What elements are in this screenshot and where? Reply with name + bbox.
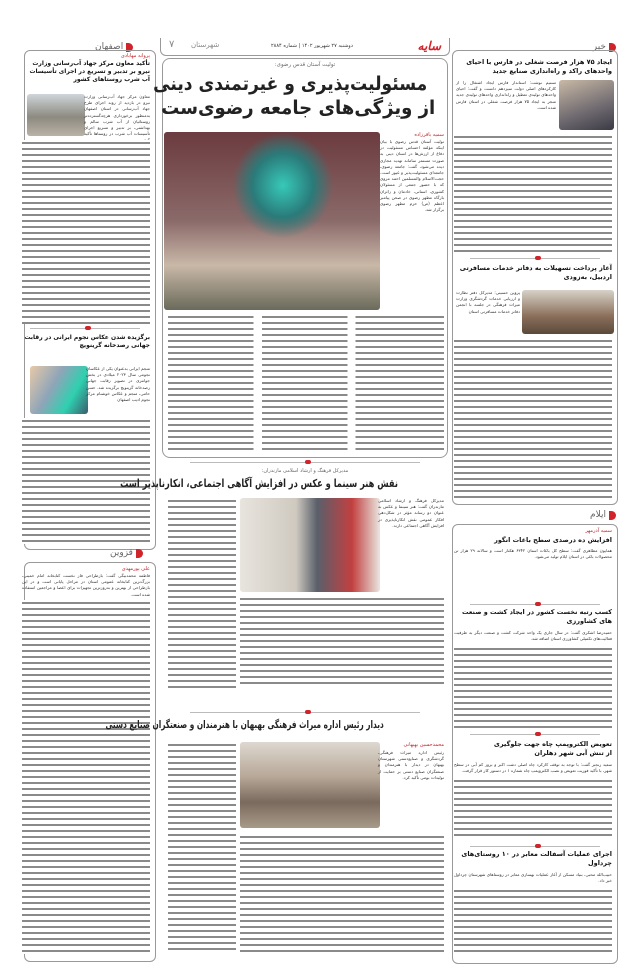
headline-behbahan[interactable]: دیدار رئیس اداره میراث فرهنگی بهبهان با هنرمندان و صنعتگران صنایع دستی [105,719,384,731]
byline: علی پورمهدی [121,566,150,572]
divider [470,604,600,605]
headline-ardabil[interactable]: آغاز پرداخت تسهیلات به دفاتر خدمات مسافرتی اردبیل، به‌زودی [459,264,612,281]
article-lead: تولیت آستان قدس رضوی با بیان اینکه مؤلفه احساس مسئولیت در دفاع از ارزش‌ها در انسان دینی به صورت مستمر سامانه تهدید مجازی دیده می‌شود، گفت: جامعه رضوی، جامعه‌ای مسئولیت‌پذیر و غیور است. حجت‌الاسلام والمسلمین احمد مروی که با حضور جمعی از مسئولان کشوری، استانی، خادمان و زائران بارگاه مطهر رضوی در صحن پیامبر اعظم (ص) حرم مطهر رضوی برگزار شد. [380,139,444,213]
headline-water[interactable]: تأکید معاون مرکز جهاد آب‌رسانی وزارت نیرو بر تدبیر و تسریع در اجرای تأسیسات آب شرب روستاهای کشور [29,60,150,83]
photo-meeting-artisans [240,742,380,828]
article-lead: سعید رنجبر گفت: با توجه به توقف کارکرد چاه اصلی دشت اکبر و بروز کم آبی در سطح شهر، با تأکید فوریت تعویض و نصب الکتروپمپ چاه شماره ۱ در دستور کار قرار گرفت. [454,762,612,774]
photo-governor [559,80,614,130]
page-section: شهرستان [191,41,220,49]
photo-water-visit [27,94,85,136]
byline: سمیه باقرزاده [414,132,444,138]
section-title: قزوین [110,548,133,558]
headline-line-wrap [152,72,442,96]
article-body [454,778,612,840]
divider [30,328,140,329]
date-issue: دوشنبه ۲۷ شهریور ۱۴۰۲ | شماره ۲۸۸۴ [271,43,353,49]
article-lead: منجم ایرانی به‌عنوان یکی از عکاسان نجومی سال ۲۰۲۳ میلادی در بخش جوانتری در تصویر رقابت جهانی رصدخانه گرینویچ برگزیده شد. حسن حامی، منجم و عکاس خوشنام مرکز نجوم ادیب اصفهان [86,366,150,403]
headline-cinema[interactable]: نقش هنر سینما و عکس در افزایش آگاهی اجتماعی، انکارناپذیر است [120,477,398,490]
article-lead: رئیس اداره میراث فرهنگی، گردشگری و صنایع‌دستی شهرستان بهبهان در دیدار با هنرمندان و صنعتگران صنایع دستی بر حمایت از تولیدات بومی تأکید کرد. [378,750,444,780]
article-body [454,888,612,954]
article-body [168,742,236,952]
section-title: اصفهان [95,42,124,52]
kicker: تولیت آستان قدس رضوی: [274,62,336,68]
kicker: مدیرکل فرهنگ و ارشاد اسلامی مازندران: [261,468,349,474]
article-lead: حمیدرضا اشکری گفت: در سال جاری یک واحد شرکت کشت و صنعت دیگر به ظرفیت فعالیت‌های تکمیلی کشاورزی استان اضافه شد. [454,630,612,642]
article-lead: مدیرکل فرهنگ و ارشاد اسلامی مازندران گفت: هنر سینما و عکس به عنوان دو رسانه مؤثر در شکل‌دهی افکار عمومی نقش انکارناپذیری در افزایش آگاهی اجتماعی دارند. [378,498,444,528]
headline-fars-jobs[interactable]: ایجاد ۷۵ هزار فرصت شغلی در فارس با احیای واحدهای راکد و راه‌اندازی صنایع جدید [466,58,612,75]
article-lead: تسنیم نوشت: استاندار فارس ایجاد اشتغال را از کارکردهای اصلی دولت سیزدهم دانست و گفت: احیای واحدهای تولیدی تعطیل و راه‌اندازی واحدهای تولیدی جدید منجر به ایجاد ۷۵ هزار فرصت شغلی در استان فارس شده است. [456,80,556,110]
section-title: خبر [592,42,606,52]
section-marker-icon [609,511,616,520]
divider [470,258,600,259]
headline-astrophoto[interactable]: برگزیده شدن عکاس نجوم ایرانی در رقابت جهانی رصدخانه گرینویچ [24,334,150,349]
headline-line: از ویژگی‌های جامعه رضوی‌ست [160,97,435,119]
photo-astronomy [30,366,88,414]
divider [470,846,600,847]
headline-line: مسئولیت‌پذیری و غیرتمندی دینی [152,73,427,95]
article-body [22,140,150,324]
divider [190,712,420,713]
article-lead: معاون مرکز جهاد آب‌رسانی وزارت نیرو در بازدید از روند اجرای طرح جهاد آب‌رسانی در استان اصفهان به‌منظور برخورداری هرچه‌گسترده‌تر روستائیان از آب شرب سالم و بهداشتی، بر تدبیر و تسریع اجرای تأسیسات آب شرب در روستاها تأکید [84,94,150,137]
divider [190,462,420,463]
photo-ceremony [164,132,380,310]
article-lead: فاطمه محمدبیگی گفت: بازطراحی فاز نخست کتابخانه امام خمینی، بزرگ‌ترین کتابخانه عمومی استان در مراحل پایانی است و در این بازطراحی از بهترین و به‌روزترین تجهیزات برای اعضا و مراجعین استفاده شده است. [22,573,150,597]
photo-meeting [522,290,614,334]
article-body [168,498,236,688]
byline: محمدحسین بهبهانی [403,742,444,748]
article-body [22,600,150,954]
article-lead: همایون مظاهری گفت: سطح کل باغات استان ۶۳۴۲ هکتار است و سالانه ۲۹ هزار تن محصولات باغی در استان ایلام تولید می‌شود. [454,548,612,560]
divider [470,734,600,735]
article-lead: پروین حسینی: مدیرکل دفتر نظارت و ارزیابی خدمات گردشگری وزارت میراث فرهنگی در جلسه با انجمن دفاتر خدمات مسافرتی استان [456,290,520,314]
headline-behbahan-wrap [105,718,444,732]
headline-grapes[interactable]: افزایش ده درصدی سطح باغات انگور [494,536,612,544]
article-lead: حبیب‌الله محبی، بنیاد مسکن از آغاز عملیات بهسازی معابر در روستاهای شهرستان چرداول خبر داد. [454,872,612,884]
article-body [240,834,444,952]
headline-line-wrap [160,96,442,120]
byline: پروانه مهابادی [120,53,150,59]
headline-pump[interactable]: تعویض الکتروپمپ چاه جهت جلوگیری از تنش آبی شهر دهلران [493,740,612,757]
article-body [240,596,444,688]
photo-speaker [240,498,380,592]
article-body [168,314,444,452]
article-body [454,338,612,498]
section-title: ایلام [590,510,606,520]
page-number: ۷ [169,39,175,50]
main-headline[interactable] [152,72,442,120]
article-body [454,134,612,254]
byline: سمیه آذرمهر [585,528,612,534]
logo: سایه [417,39,441,53]
headline-cinema-wrap [120,477,444,491]
section-label-ilam [590,510,616,520]
article-body [454,646,612,728]
masthead [160,38,450,56]
headline-agri[interactable]: کسب رتبه نخست کشور در ایجاد کشت و صنعت های کشاورزی [462,608,612,625]
section-marker-icon [136,549,143,558]
headline-asphalt[interactable]: اجرای عملیات آسفالت معابر در ۱۰ روستای‌های چرداول [461,850,612,867]
section-label-qazvin [110,548,143,558]
